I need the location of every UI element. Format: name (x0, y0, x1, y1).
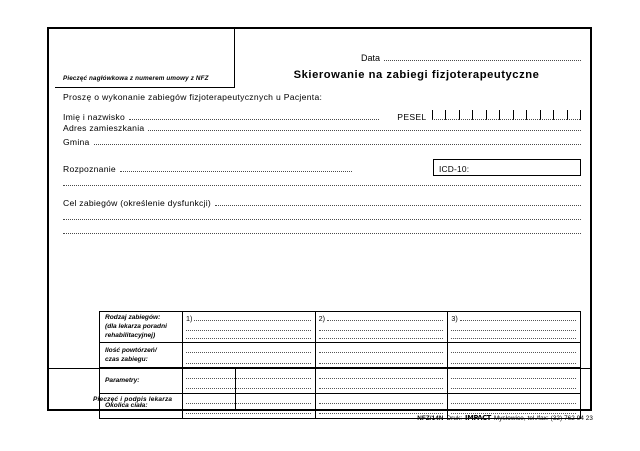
patient-address-label: Adres zamieszkania (63, 123, 145, 133)
column-number: 3) (451, 314, 458, 324)
row-label-line: Okolica ciała: (105, 402, 148, 410)
row-label-repetitions (100, 343, 183, 367)
cell-first-line (186, 314, 311, 323)
imprint-druk-label: Druk: (446, 415, 463, 422)
cell-first-line (451, 314, 576, 323)
repetitions-cell-1[interactable] (183, 343, 316, 367)
goal-row-continued (63, 212, 581, 220)
patient-address-input[interactable] (148, 123, 581, 131)
cell-input-line[interactable] (327, 314, 443, 321)
pesel-cell[interactable] (459, 110, 473, 120)
pesel-input[interactable] (432, 109, 582, 120)
intro-text: Proszę o wykonanie zabiegów fizjoterapeutycznych u Pacjenta: (63, 92, 323, 102)
imprint-contact: Mysłowice, tel./fax: (32) 762 94 23 (493, 415, 593, 422)
diagnosis-input[interactable] (120, 164, 352, 172)
row-label-line: Rodzaj zabiegów: (105, 314, 161, 321)
diagnosis-input-line2[interactable] (63, 178, 581, 186)
goal-row (63, 198, 581, 208)
pesel-cell[interactable] (445, 110, 459, 120)
pesel-cell[interactable] (513, 110, 527, 120)
pesel-cell[interactable] (432, 110, 446, 120)
date-field[interactable] (361, 53, 581, 63)
row-label-line: (dla lekarza poradni (105, 322, 167, 330)
treatment-cell-3[interactable] (448, 312, 580, 342)
icd10-box[interactable] (433, 159, 581, 176)
table-row (100, 343, 580, 368)
imprint-form-code: NFZ/14N (417, 415, 444, 422)
pesel-cell[interactable] (540, 110, 554, 120)
page-title: Skierowanie na zabiegi fizjoterapeutyczne (293, 69, 540, 81)
imprint-brand: IMPACT (465, 414, 491, 422)
cell-input-line[interactable] (460, 314, 576, 321)
cell-input-line[interactable] (319, 332, 444, 339)
cell-input-line[interactable] (186, 346, 311, 353)
form-header (49, 29, 590, 89)
repetitions-cell-3[interactable] (448, 343, 580, 367)
pesel-cell[interactable] (567, 110, 581, 120)
pesel-field (397, 109, 581, 122)
cell-input-line[interactable] (451, 324, 576, 331)
pesel-label: PESEL (397, 112, 427, 122)
table-row (100, 312, 580, 343)
goal-input[interactable] (215, 198, 581, 206)
form-footer (49, 368, 590, 409)
date-input-line[interactable] (384, 53, 581, 61)
row-label-line: Parametry: (105, 376, 140, 384)
row-label-line: czas zabiegu: (105, 355, 148, 363)
cell-input-line[interactable] (186, 332, 311, 339)
pesel-cell[interactable] (553, 110, 567, 120)
footer-divider (235, 369, 236, 409)
repetitions-cell-2[interactable] (316, 343, 449, 367)
pesel-end-tick (580, 110, 581, 120)
patient-gmina-row (63, 137, 581, 147)
diagnosis-label: Rozpoznanie (63, 164, 116, 174)
treatment-cell-1[interactable] (183, 312, 316, 342)
cell-input-line[interactable] (186, 324, 311, 331)
column-number: 2) (318, 314, 326, 324)
form-body (49, 89, 590, 409)
referral-form (47, 27, 592, 411)
treatment-cell-2[interactable] (316, 312, 449, 342)
patient-name-row (63, 109, 581, 122)
cell-input-line[interactable] (194, 314, 310, 321)
patient-address-row (63, 123, 581, 133)
patient-name-input[interactable] (129, 112, 379, 120)
goal-row-continued (63, 226, 581, 234)
column-number: 1) (186, 314, 193, 324)
pesel-cell[interactable] (526, 110, 540, 120)
cell-input-line[interactable] (451, 357, 576, 364)
pesel-cell[interactable] (472, 110, 486, 120)
clinic-stamp-caption: Pieczęć nagłówkowa z numerem umowy z NFZ (63, 75, 209, 82)
row-label-line: rehabilitacyjnej) (105, 331, 156, 339)
patient-name-label: Imię i nazwisko (63, 112, 126, 122)
icd10-label: ICD-10: (439, 164, 470, 174)
goal-label: Cel zabiegów (określenie dysfunkcji) (63, 198, 211, 208)
row-label-line: Ilość powtórzeń/ (105, 347, 157, 355)
cell-input-line[interactable] (319, 357, 444, 364)
patient-gmina-input[interactable] (94, 137, 581, 145)
date-label: Data (361, 53, 381, 63)
cell-input-line[interactable] (186, 357, 311, 364)
cell-input-line[interactable] (319, 324, 444, 331)
goal-input-line2[interactable] (63, 212, 581, 220)
pesel-cell[interactable] (486, 110, 500, 120)
doctor-signature-caption: Pieczęć i podpis lekarza (93, 396, 173, 403)
cell-input-line[interactable] (451, 346, 576, 353)
patient-gmina-label: Gmina (63, 137, 90, 147)
print-imprint (417, 414, 593, 422)
cell-input-line[interactable] (451, 332, 576, 339)
goal-input-line3[interactable] (63, 226, 581, 234)
diagnosis-row-continued (63, 178, 581, 186)
row-label-treatment-type (100, 312, 183, 342)
cell-first-line (319, 314, 444, 323)
pesel-cell[interactable] (499, 110, 513, 120)
clinic-stamp-box[interactable] (55, 29, 235, 88)
cell-input-line[interactable] (319, 346, 444, 353)
